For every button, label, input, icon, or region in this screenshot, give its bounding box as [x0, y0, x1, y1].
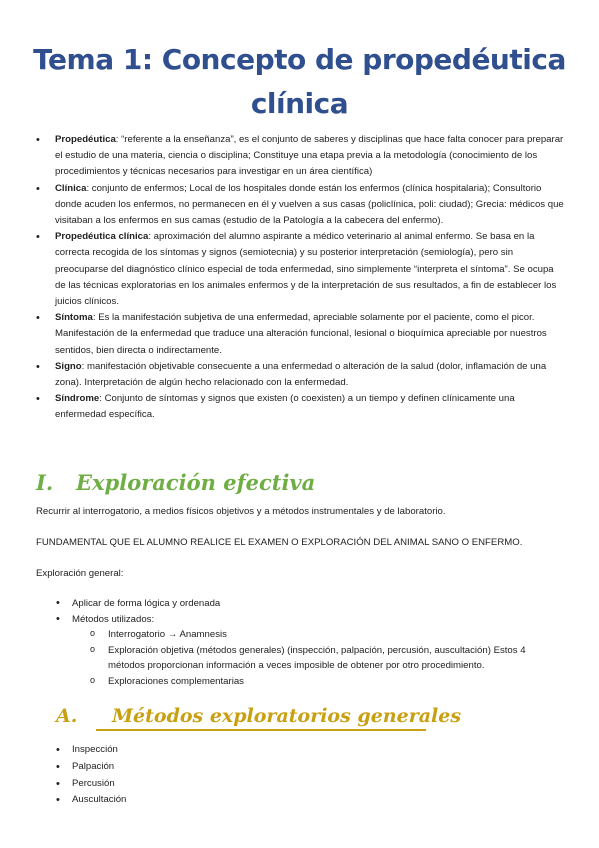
methods-list	[54, 742, 126, 809]
paragraph-exploracion-general: Exploración general:	[36, 568, 124, 579]
definition-term: Signo	[55, 360, 82, 372]
sublist-item: o Exploración objetiva (métodos generales) (inspección, palpación, percusión, auscultación) Estos 4 métodos proporcionan información a veces imposible de obtener por otro procedimiento.	[72, 643, 564, 674]
section-heading-exploracion	[36, 470, 315, 495]
definition-item	[34, 359, 564, 391]
list-item: • Auscultación	[54, 792, 126, 809]
list-item	[54, 596, 564, 612]
subsection-heading-metodos	[56, 705, 461, 727]
section-number: I.	[36, 470, 54, 495]
section-title: Exploración efectiva	[76, 470, 316, 495]
paragraph-fundamental: FUNDAMENTAL QUE EL ALUMNO REALICE EL EXAMEN O EXPLORACIÓN DEL ANIMAL SANO O ENFERMO.	[36, 537, 523, 548]
definition-term: Propedéutica clínica	[55, 231, 149, 243]
page-title-line-2: clínica	[250, 87, 349, 120]
definition-item	[34, 229, 564, 310]
definition-text: : conjunto de enfermos; Local de los hospitales donde están los enfermos (clínica hospitalaria); Consultorio donde acuden los enfermos, no permanecen en él y vuelven a sus casas (policlínica, poli: ciudad); Grecia: médicos que visitaban a los enfermos en sus camas (estudio de la Patología a la cabecera del enfermo).	[55, 182, 564, 227]
definition-text: : “referente a la enseñanza”, es el conjunto de saberes y disciplinas que hace falta conocer para preparar el estudio de una materia, ciencia o disciplina; Constituye una etapa previa a la metodología (conocimiento de los procedimientos y técnicas necesarios para investigar en un área científica)	[55, 134, 564, 178]
definition-term: Síntoma	[55, 312, 93, 324]
definition-text: : Es la manifestación subjetiva de una enfermedad, apreciable solamente por el paciente, como el picor. Manifestación de la enfermedad que traduce una alteración funcional, lesional o bioquímica apreciable por nuestros sentidos, bien directa o indirectamente.	[55, 312, 547, 356]
exploration-list	[54, 596, 564, 690]
sublist-item: o Interrogatorio → Anamnesis	[72, 627, 564, 643]
subsection-number: A.	[56, 705, 78, 727]
definition-term: Síndrome	[55, 393, 100, 405]
methods-sublist	[72, 627, 564, 689]
list-item: • Percusión	[54, 776, 126, 793]
definition-item	[34, 132, 564, 181]
sublist-item: o Exploraciones complementarias	[72, 674, 564, 690]
list-item: • Palpación	[54, 759, 126, 776]
page-title-line-1: Tema 1: Concepto de propedéutica	[33, 43, 566, 76]
list-item-text: Métodos utilizados:	[72, 613, 155, 625]
definition-text: : Conjunto de síntomas y signos que existen (o coexisten) a un tiempo y definen clínicamente una enfermedad específica.	[55, 393, 515, 421]
definition-item	[34, 181, 564, 230]
definition-term: Propedéutica	[55, 134, 116, 145]
paragraph-interrogatorio: Recurrir al interrogatorio, a medios físicos objetivos y a métodos instrumentales y de laboratorio.	[36, 506, 446, 517]
list-item	[54, 612, 564, 690]
definition-text: : aproximación del alumno aspirante a médico veterinario al animal enfermo. Se basa en la correcta recogida de los síntomas y signos (semiotecnia) y su posterior interpretación (semiología), pero sin preocuparse del diagnóstico clínico especial de toda enfermedad, sino simplemente “interpreta el síntoma”. Se ocupa de las técnicas exploratorias en los animales enfermos y de la interpretación de sus resultados, a fin de establecer los juicios clínicos.	[55, 231, 557, 308]
subsection-title: Métodos exploratorios generales	[112, 705, 462, 727]
definition-item	[34, 391, 564, 423]
definition-term: Clínica	[55, 182, 87, 194]
list-item: • Inspección	[54, 742, 126, 759]
definitions-list	[34, 132, 564, 424]
definition-text: : manifestación objetivable consecuente a una enfermedad o alteración de la salud (dolor, inflamación de una zona). Interpretación de algún hecho relacionado con la enfermedad.	[55, 360, 547, 389]
definition-item	[34, 310, 564, 359]
heading-underline	[96, 729, 426, 731]
list-item-text: Aplicar de forma lógica y ordenada	[72, 598, 221, 609]
